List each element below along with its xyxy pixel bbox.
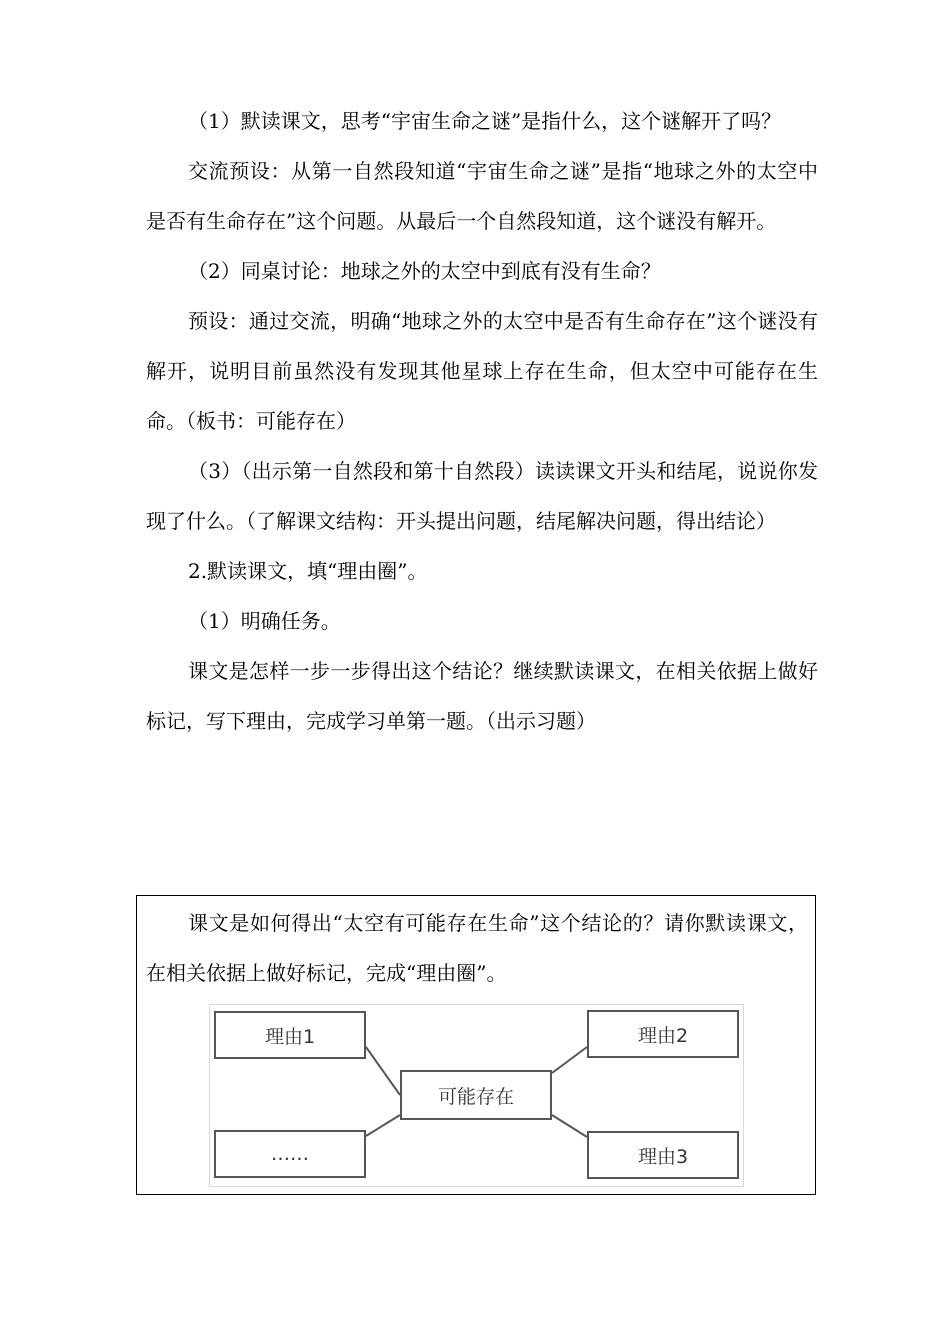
connector-reason2	[552, 1047, 587, 1073]
reason-circle-diagram	[209, 1004, 744, 1187]
exercise-box	[136, 895, 816, 1195]
reason1-box: 理由1	[214, 1011, 366, 1059]
paragraph-4: 预设：通过交流，明确“地球之外的太空中是否有生命存在”这个谜没有解开，说明目前虽然没有发现其他星球上存在生命，但太空中可能存在生命。（板书：可能存在）	[146, 309, 818, 433]
more-reasons-box: ……	[214, 1130, 366, 1178]
center-conclusion-box: 可能存在	[400, 1070, 552, 1120]
paragraph-5: （3）（出示第一自然段和第十自然段）读读课文开头和结尾，说说你发现了什么。（了解课文结构：开头提出问题，结尾解决问题，得出结论）	[146, 459, 818, 533]
paragraph-1: （1）默读课文，思考“宇宙生命之谜”是指什么，这个谜解开了吗？	[188, 109, 782, 133]
paragraph-3: （2）同桌讨论：地球之外的太空中到底有没有生命？	[188, 259, 661, 283]
paragraph-8: 课文是怎样一步一步得出这个结论？继续默读课文，在相关依据上做好标记，写下理由，完成学习单第一题。（出示习题）	[146, 659, 818, 733]
paragraph-6: 2.默读课文，填“理由圈”。	[188, 559, 428, 583]
reason2-box: 理由2	[587, 1010, 739, 1058]
connector-reason1	[366, 1047, 400, 1095]
paragraph-2: 交流预设：从第一自然段知道“宇宙生命之谜”是指“地球之外的太空中是否有生命存在”这个问题。从最后一个自然段知道，这个谜没有解开。	[146, 159, 818, 233]
exercise-prompt: 课文是如何得出“太空有可能存在生命”这个结论的？请你默读课文，在相关依据上做好标记，完成“理由圈”。	[146, 911, 808, 985]
connector-reason3	[552, 1115, 587, 1137]
lesson-text	[146, 96, 818, 746]
paragraph-7: （1）明确任务。	[188, 609, 341, 633]
reason3-box: 理由3	[587, 1131, 739, 1179]
connector-more	[366, 1115, 400, 1136]
